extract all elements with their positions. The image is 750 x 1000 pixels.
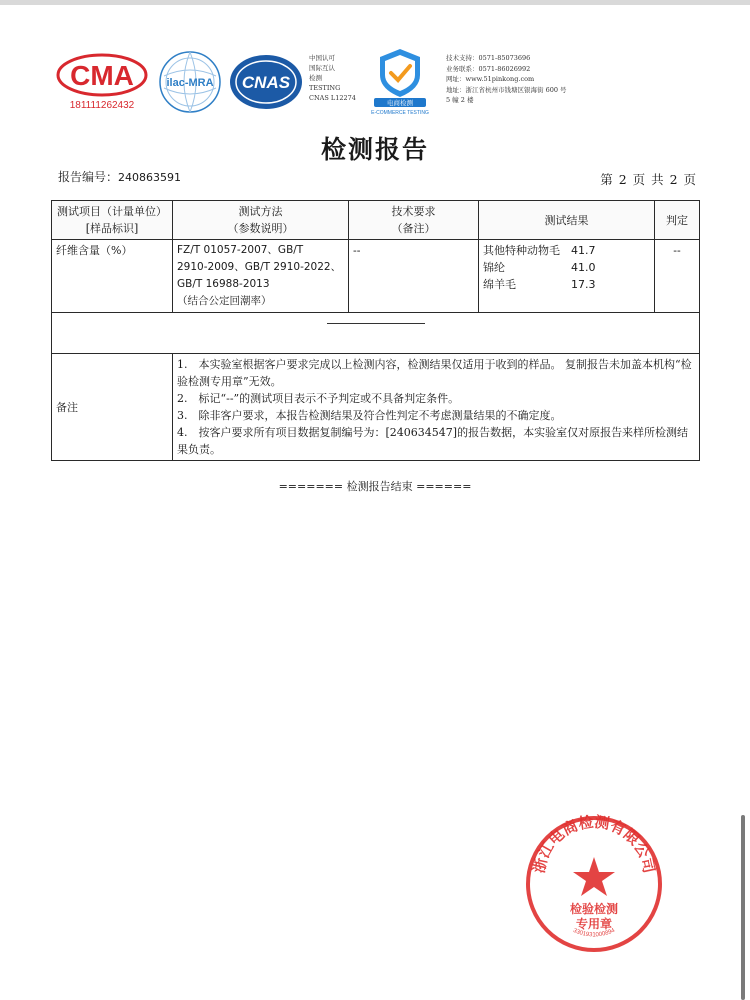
cell-method: [173, 240, 349, 313]
method-line: GB/T 16988-2013: [177, 278, 270, 290]
table-header-row: [52, 201, 700, 240]
contact-line: 5 幢 2 楼: [446, 96, 474, 104]
header-result: [479, 201, 655, 240]
table-row: [52, 240, 700, 313]
accreditation-text: [309, 53, 369, 103]
top-edge-bar: [0, 0, 750, 5]
scrollbar-thumb[interactable]: [741, 815, 745, 1000]
ecom-logo-subtitle: E-COMMERCE TESTING: [371, 110, 429, 115]
notes-row: [52, 354, 700, 461]
header-text: 测试方法: [238, 205, 283, 218]
note-item: 2. 标记“--”的测试项目表示不予判定或不具备判定条件。: [177, 392, 460, 405]
report-number-value: 240863591: [118, 171, 182, 184]
seal-org-text: 浙江电商检测有限公司: [529, 813, 659, 875]
header-text: 测试结果: [544, 213, 589, 227]
cell-requirement: --: [349, 240, 479, 313]
cert-line: 国际互认: [309, 64, 335, 72]
seal-number: 3301931000894: [572, 927, 616, 939]
contact-line: 业务联系：0571-86026992: [446, 64, 531, 73]
cert-line: TESTING: [309, 84, 341, 92]
contact-info: [446, 53, 626, 106]
notes-cell: [173, 354, 700, 461]
contact-line: 地址：浙江省杭州市钱塘区银海街 600 号: [446, 85, 567, 94]
cert-line: 检测: [309, 74, 322, 82]
header-text: 测试项目（计量单位）: [57, 205, 167, 218]
header-text: 判定: [666, 213, 688, 227]
header-test-method: [173, 201, 349, 240]
cell-judgement: --: [655, 240, 700, 313]
note-item: 3. 除非客户要求，本报告检测结果及符合性判定不考虑测量结果的不确定度。: [177, 409, 562, 422]
method-line: FZ/T 01057-2007、GB/T: [177, 244, 304, 256]
result-row: [483, 276, 650, 293]
result-name: 锦纶: [483, 261, 505, 274]
result-value: 41.0: [571, 261, 596, 274]
header-text: 技术要求: [391, 205, 436, 218]
header-requirement: [349, 201, 479, 240]
report-title: 检测报告: [320, 135, 429, 164]
seal-star-icon: [573, 857, 615, 896]
results-table: [51, 200, 700, 461]
ilac-mra-logo: [158, 50, 222, 114]
ilac-logo-text: ilac-MRA: [166, 77, 214, 89]
cert-line: CNAS L12274: [309, 94, 356, 102]
method-line: 2910-2009、GB/T 2910-2022、: [177, 261, 342, 273]
contact-line: 网址：www.51pinkong.com: [446, 75, 535, 83]
result-name: 绵羊毛: [483, 278, 516, 291]
official-seal-stamp: [523, 813, 665, 955]
ecommerce-testing-logo: [368, 45, 432, 115]
result-value: 41.7: [571, 244, 596, 257]
result-value: 17.3: [571, 278, 596, 291]
report-number-label: 报告编号：: [58, 170, 119, 184]
note-item: 1. 本实验室根据客户要求完成以上检测内容，检测结果仅适用于收到的样品。 复制报告未加盖本机构“检验检测专用章”无效。: [177, 358, 692, 388]
page-info: 第 2 页 共 2 页: [600, 172, 696, 187]
cma-logo-text: CMA: [70, 60, 134, 91]
cnas-logo: [228, 53, 304, 111]
cell-results: [479, 240, 655, 313]
divider-line: [327, 323, 425, 324]
blank-row: [52, 313, 700, 354]
seal-center-line2: 专用章: [575, 917, 613, 931]
contact-line: 技术支持：0571-85073696: [446, 54, 531, 62]
result-row: [483, 242, 650, 259]
result-name: 其他特种动物毛: [483, 244, 560, 257]
header-judgement: [655, 201, 700, 240]
report-number: [58, 168, 181, 185]
header-text: （参数说明）: [227, 222, 294, 235]
method-line: （结合公定回潮率）: [177, 295, 272, 307]
header-logos: [0, 45, 750, 120]
blank-cell: [52, 313, 700, 354]
note-item: 4. 按客户要求所有项目数据复制编号为：[240634547]的报告数据，本实验室仅对原报告来样所检测结果负责。: [177, 426, 689, 456]
header-text: [样品标识]: [85, 222, 139, 235]
cnas-logo-text: CNAS: [241, 73, 291, 92]
ecom-logo-title: 电商检测: [387, 99, 413, 107]
cert-line: 中国认可: [309, 54, 335, 62]
cell-item: 纤维含量（%）: [52, 240, 173, 313]
seal-center-line1: 检验检测: [569, 902, 619, 916]
cma-number: 181111262432: [69, 100, 135, 111]
header-test-item: [52, 201, 173, 240]
report-end-marker: ======= 检测报告结束 ======: [278, 480, 472, 493]
notes-label: 备注: [52, 354, 173, 461]
result-row: [483, 259, 650, 276]
cma-logo: [54, 53, 150, 111]
header-text: （备注）: [391, 222, 436, 235]
